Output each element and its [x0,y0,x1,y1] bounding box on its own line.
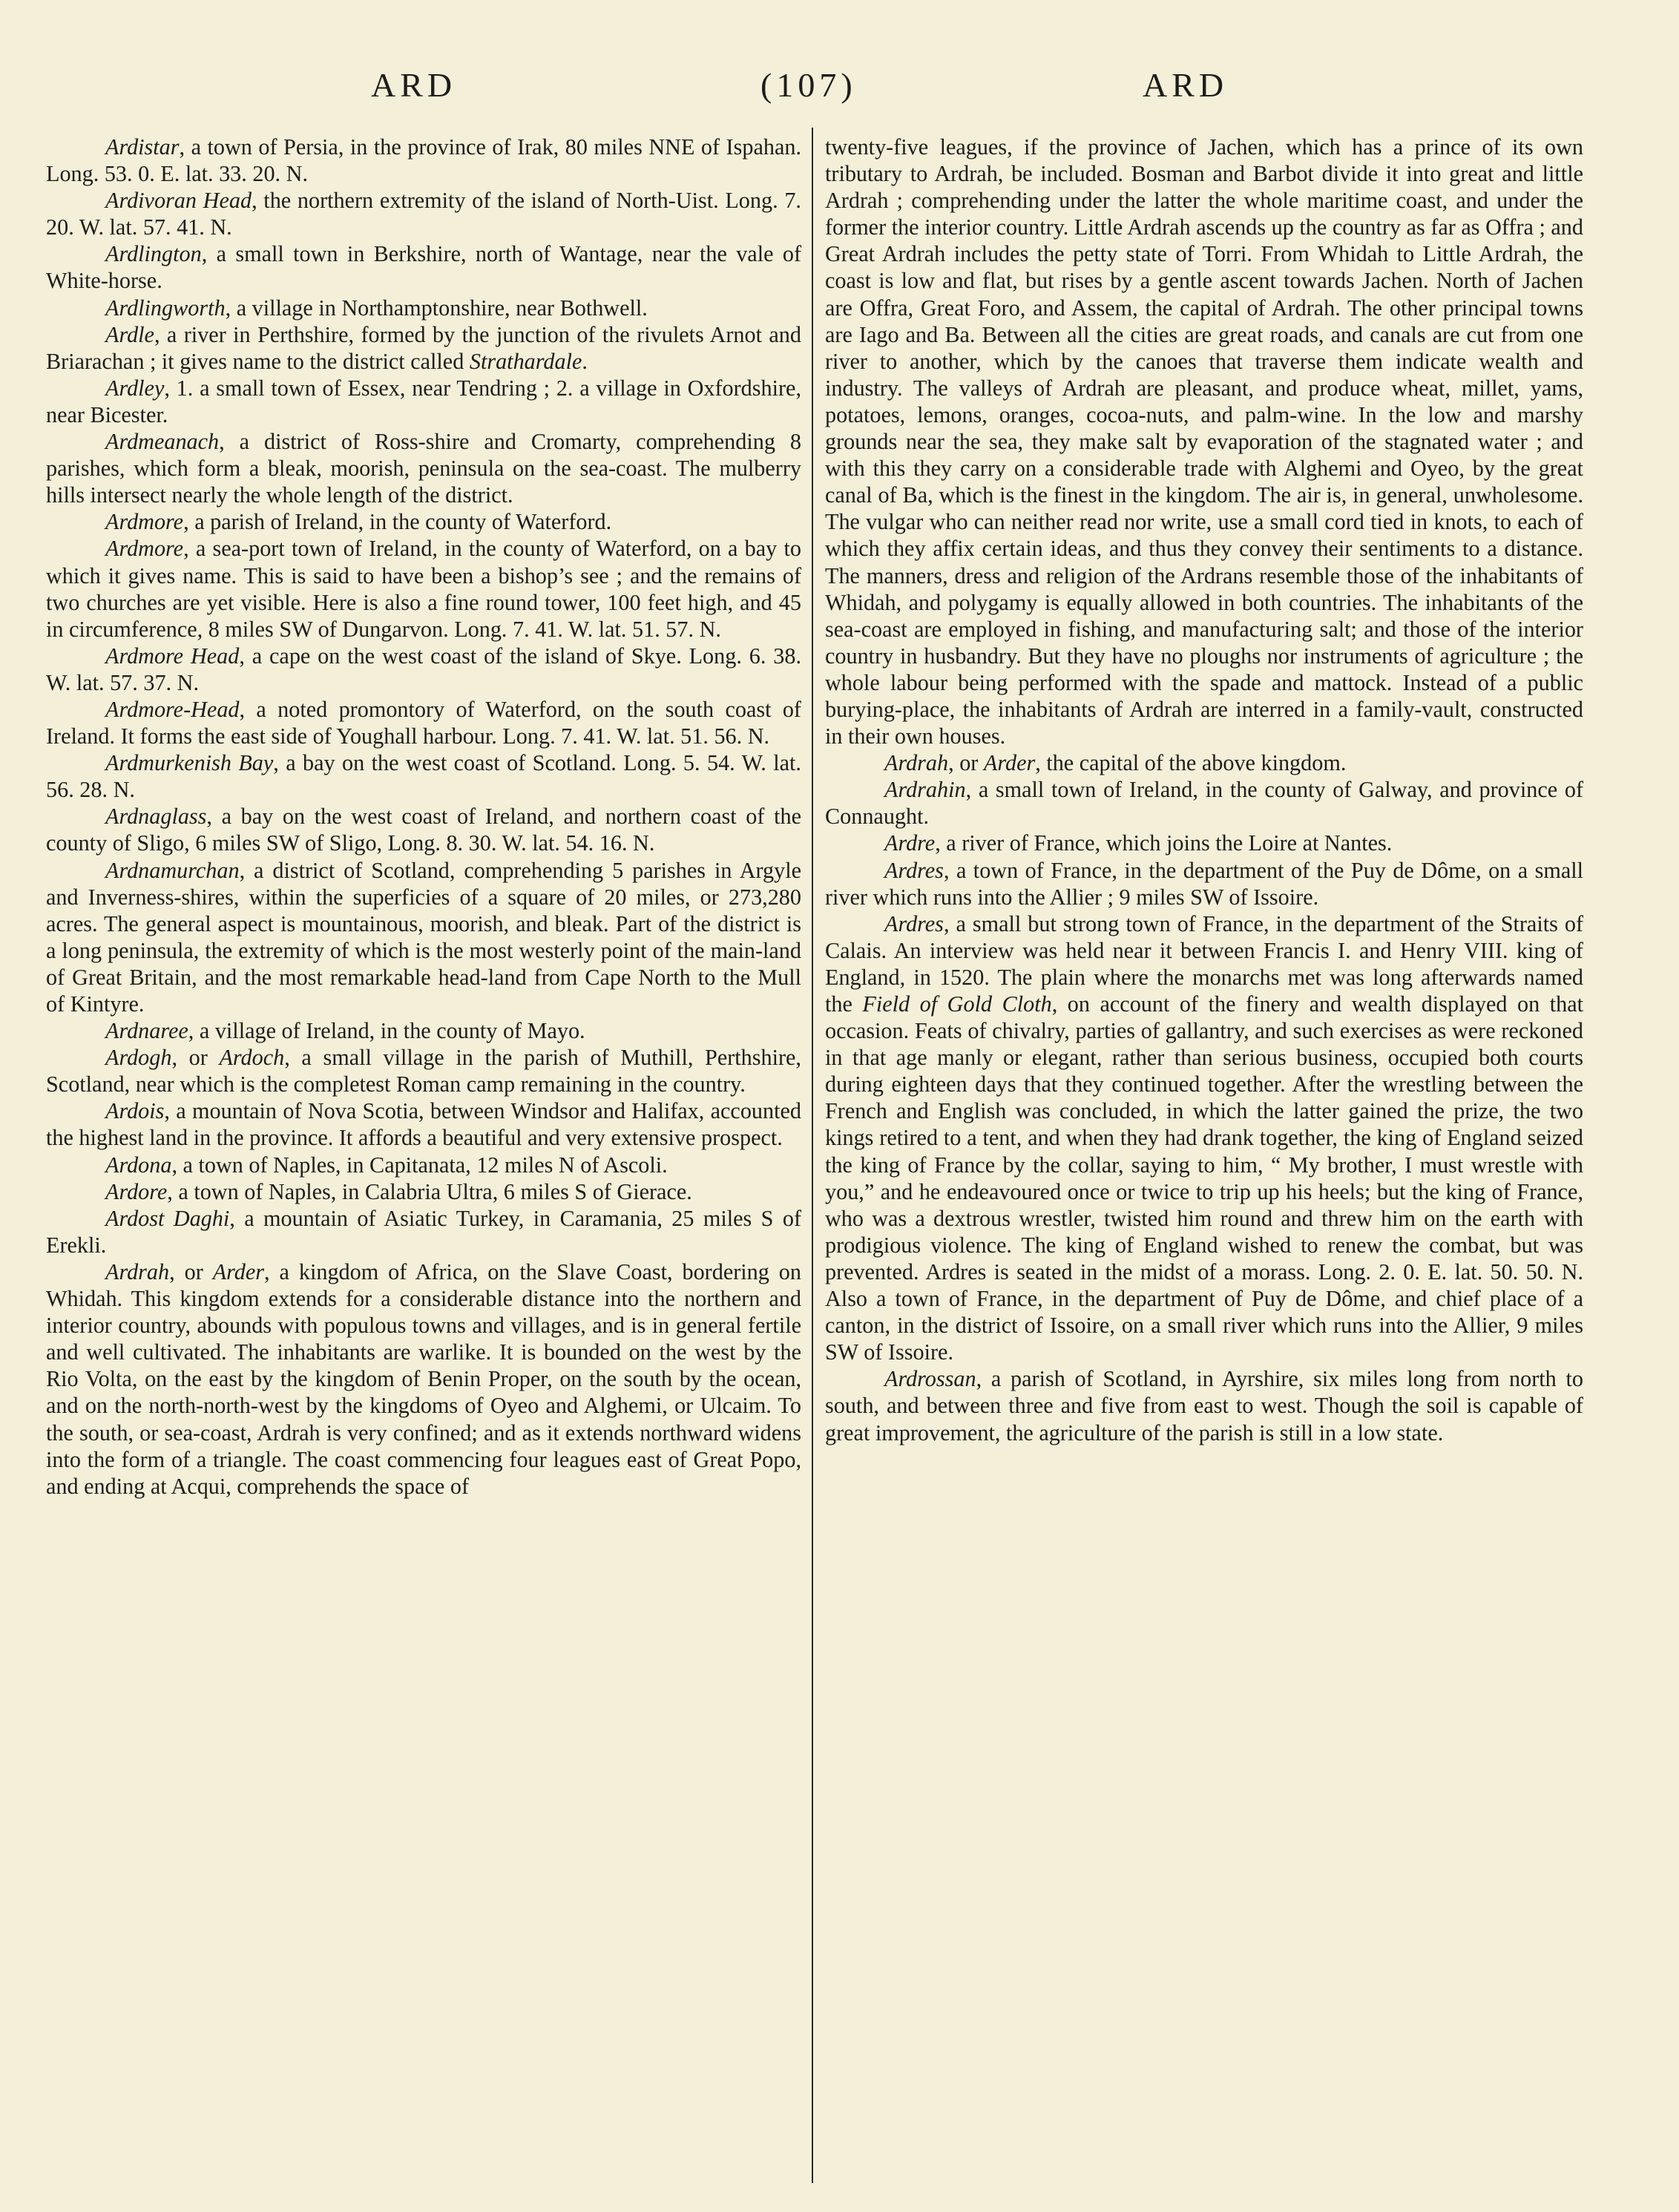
entry-text: , a village of Ireland, in the county of Mayo. [188,1018,585,1044]
entry-headword: Ardrah [105,1258,170,1284]
dictionary-entry [46,295,801,321]
dictionary-entry [46,428,801,508]
entry-text: , a parish of Scotland, in Ayrshire, six miles long from north to south, and between three and five from east to west. Though the soil is capable of great improvement, the agriculture of the parish is still in a low state. [825,1366,1583,1445]
dictionary-entry [46,321,801,375]
entry-text: , a sea-port town of Ireland, in the county of Waterford, on a bay to which it gives name. This is said to have been a bishop’s see ; and the remains of two churches are yet visible. Here is also a fine round tower, 100 feet high, and 45 in circumference, 8 miles SW of Dungarvon. Long. 7. 41. W. lat. 51. 57. N. [46,536,801,642]
entry-text: , on account of the finery and wealth displayed on that occasion. Feats of chivalry, parties of gallantry, and such exercises as were reckoned in that age manly or elegant, rather than serious business, occupied both courts during eighteen days that they continued together. After the wrestling between the French and English was concluded, in which the latter gained the prize, the two kings retired to a tent, and when they had drank together, the king of England seized the king of France by the collar, saying to him, “ My brother, I must wrestle with you,” and he endeavoured once or twice to trip up his heels; but the king of France, who was a dextrous wrestler, twisted him round and threw him on the earth with prodigious violence. The king of England wished to renew the combat, but was prevented. Ardres is seated in the midst of a morass. Long. 2. 0. E. lat. 50. 50. N. Also a town of France, in the department of Puy de Dôme, and chief place of a canton, in the district of Issoire, on a small river which runs into the Allier, 9 miles SW of Issoire. [825,991,1583,1365]
dictionary-entry [825,857,1583,910]
dictionary-entry [46,240,801,294]
dictionary-entry [46,1152,801,1178]
entry-headword: Ardlingworth [105,295,226,321]
entry-headword: Ardres [884,857,944,883]
entry-text: , a mountain of Nova Scotia, between Windsor and Halifax, accounted the highest land in the province. It affords a beautiful and very extensive prospect. [46,1098,801,1151]
left-column [46,134,801,2182]
dictionary-entry [46,1097,801,1151]
entry-text: , a noted promontory of Waterford, on the south coast of Ireland. It forms the east side of Youghall harbour. Long. 7. 41. W. lat. 51. 56. N. [46,696,801,749]
entry-headword: Ardrossan [884,1366,976,1392]
dictionary-entry [46,696,801,749]
entry-text: , a bay on the west coast of Scotland. Long. 5. 54. W. lat. 56. 28. N. [46,750,801,803]
dictionary-entry [46,1017,801,1044]
dictionary-entry [46,643,801,696]
dictionary-entry [46,1258,801,1500]
entry-text: , a river of France, which joins the Loire at Nantes. [935,830,1393,856]
dictionary-entry [46,508,801,535]
entry-text: , or [169,1258,213,1284]
page-number: (107) [760,66,857,104]
entry-headword: Ardres [884,910,944,936]
entry-text: , a bay on the west coast of Ireland, and northern coast of the county of Sligo, 6 miles SW of Sligo, Long. 8. 30. W. lat. 54. 16. N. [46,804,801,856]
entry-text: , a town of France, in the department of the Puy de Dôme, on a small river which runs into the Allier ; 9 miles SW of Issoire. [825,857,1583,910]
entry-text: , a cape on the west coast of the island of Skye. Long. 6. 38. W. lat. 57. 37. N. [46,643,801,695]
entry-text: , a small but strong town of France, in the department of the Straits of Calais. An interview was held near it between Francis I. and Henry VIII. king of England, in 1520. The plain where the monarchs met was long afterwards named the [825,910,1583,1017]
dictionary-entry [46,1044,801,1097]
entry-headword: Ardrahin [884,777,966,803]
dictionary-entry [825,776,1583,830]
entry-text: , a district of Scotland, comprehending 5 parishes in Argyle and Inverness-shires, within the superficies of a square of 20 miles, or 273,280 acres. The general aspect is mountainous, moorish, and bleak. Part of the district is a long peninsula, the extremity of which is the most westerly point of the main-land of Great Britain, and the most remarkable head-land from Cape North to the Mull of Kintyre. [46,857,801,1017]
entry-text: , a small town in Berkshire, north of Wantage, near the vale of White-horse. [46,241,801,294]
entry-headword: Ardrah [884,750,949,776]
dictionary-entry [825,910,1583,1366]
right-column [825,134,1583,2182]
entry-text: . [582,348,588,374]
dictionary-entry [46,749,801,803]
entry-italic-term: Strathardale [469,348,582,374]
entry-text: , a town of Naples, in Capitanata, 12 miles N of Ascoli. [171,1152,668,1178]
dictionary-entry [825,134,1583,749]
entry-headword: Ardistar [105,134,180,160]
dictionary-entry [46,535,801,642]
dictionary-entry [46,1178,801,1205]
entry-text: , a kingdom of Africa, on the Slave Coast, bordering on Whidah. This kingdom extends for a considerable distance into the northern and interior country, abounds with populous towns and villages, and is in general fertile and well cultivated. The inhabitants are warlike. It is bounded on the west by the Rio Volta, on the east by the kingdom of Benin Proper, on the south by the ocean, and on the north-north-west by the kingdoms of Oyeo and Alghemi, or Ulcaim. To the south, or sea-coast, Ardrah is very confined; and as it extends northward widens into the form of a triangle. The coast commencing four leagues east of Great Popo, and ending at Acqui, comprehends the space of [46,1258,801,1499]
dictionary-entry [825,749,1583,776]
entry-text: , 1. a small town of Essex, near Tendring ; 2. a village in Oxfordshire, near Bicester. [46,375,801,427]
dictionary-entry [46,1205,801,1258]
entry-headword: Ardona [105,1152,172,1178]
entry-headword: Ardmeanach [105,429,220,455]
entry-headword: Ardmore [105,509,184,535]
running-head [0,65,1679,110]
entry-text: , a parish of Ireland, in the county of Waterford. [183,509,612,535]
entry-text: , a town of Naples, in Calabria Ultra, 6 miles S of Gierace. [167,1178,692,1204]
entry-headword: Ardlington [105,241,202,267]
dictionary-entry [825,1365,1583,1445]
dictionary-entry [46,857,801,1018]
dictionary-entry [825,830,1583,856]
entry-headword: Ardogh [105,1045,172,1071]
entry-headword-alt: Arder [212,1258,265,1284]
entry-headword-alt: Arder [983,750,1036,776]
entry-text: , a district of Ross-shire and Cromarty, comprehending 8 parishes, which form a bleak, moorish, peninsula on the sea-coast. The mulberry hills intersect nearly the whole length of the district. [46,429,801,508]
entry-text: , the capital of the above kingdom. [1035,750,1347,776]
entry-headword: Ardore [105,1178,168,1204]
entry-text: , the northern extremity of the island of North-Uist. Long. 7. 20. W. lat. 57. 41. N. [46,188,801,240]
entry-italic-term: Field of Gold Cloth [862,991,1052,1017]
entry-headword: Ardley [105,375,165,401]
entry-headword: Ardnaree [105,1018,188,1044]
entry-headword: Ardnaglass [105,804,207,830]
entry-headword: Ardivoran Head [105,188,252,214]
entry-headword: Ardmore-Head [105,696,240,722]
entry-text: , or [171,1045,220,1071]
entry-headword: Ardnamurchan [105,857,240,883]
entry-text: twenty-five leagues, if the province of Jachen, which has a prince of its own tributary to Ardrah, be included. Bosman and Barbot divide it into great and little Ardrah ; comprehending under the latter the whole maritime coast, and under the former the interior country. Little Ardrah ascends up the country as far as Offra ; and Great Ardrah includes the petty state of Torri. From Whidah to Little Ardrah, the coast is low and flat, but rises by a gentle ascent towards Jachen. North of Jachen are Offra, Great Foro, and Assem, the capital of Ardrah. The other principal towns are Iago and Ba. Between all the cities are great roads, and canals are cut from one river to another, which by the canoes that traverse them indicate wealth and industry. The valleys of Ardrah are pleasant, and produce wheat, millet, yams, potatoes, lemons, oranges, cocoa-nuts, and palm-wine. In the low and marshy grounds near the sea, they make salt by evaporation of the stagnated water ; and with this they carry on a considerable trade with Alghemi and Oyeo, by the great canal of Ba, which is the finest in the kingdom. The air is, in general, unwholesome. The vulgar who can neither read nor write, use a small cord tied in knots, to each of which they affix certain ideas, and thus they convey their sentiments to a distance. The manners, dress and religion of the Ardrans resemble those of the inhabitants of Whidah, and polygamy is equally allowed in both countries. The inhabitants of the sea-coast are employed in fishing, and manufacturing salt; and those of the interior country in husbandry. But they have no ploughs nor instruments of agriculture ; the whole labour being performed with the spade and mattock. Instead of a public burying-place, the inhabitants of Ardrah are interred in a family-vault, constructed in their own houses. [825,134,1583,749]
dictionary-entry [46,803,801,856]
dictionary-entry [46,134,801,187]
entry-text: , a river in Perthshire, formed by the junction of the rivulets Arnot and Briarachan ; it gives name to the district called [46,321,801,374]
entry-headword: Ardre [884,830,936,856]
running-head-right: ARD [1143,66,1229,104]
entry-headword: Ardmurkenish Bay [105,750,274,776]
entry-headword: Ardois [105,1098,165,1124]
entry-headword: Ardost Daghi [105,1205,230,1231]
dictionary-entry [46,187,801,240]
entry-text: , a small village in the parish of Muthill, Perthshire, Scotland, near which is the completest Roman camp remaining in the country. [46,1045,801,1097]
entry-text: , a small town of Ireland, in the county of Galway, and province of Connaught. [825,777,1583,830]
entry-text: , a village in Northamptonshire, near Bothwell. [225,295,648,321]
entry-text: , or [948,750,984,776]
dictionary-entry [46,375,801,428]
column-divider [812,128,813,2183]
entry-text: , a mountain of Asiatic Turkey, in Caramania, 25 miles S of Erekli. [46,1205,801,1258]
entry-headword: Ardmore Head [105,643,240,669]
running-head-left: ARD [371,66,457,104]
entry-headword: Ardmore [105,536,184,562]
entry-text: , a town of Persia, in the province of Irak, 80 miles NNE of Ispahan. Long. 53. 0. E. lat. 33. 20. N. [46,134,801,187]
entry-headword-alt: Ardoch [219,1045,285,1071]
entry-headword: Ardle [105,321,154,347]
